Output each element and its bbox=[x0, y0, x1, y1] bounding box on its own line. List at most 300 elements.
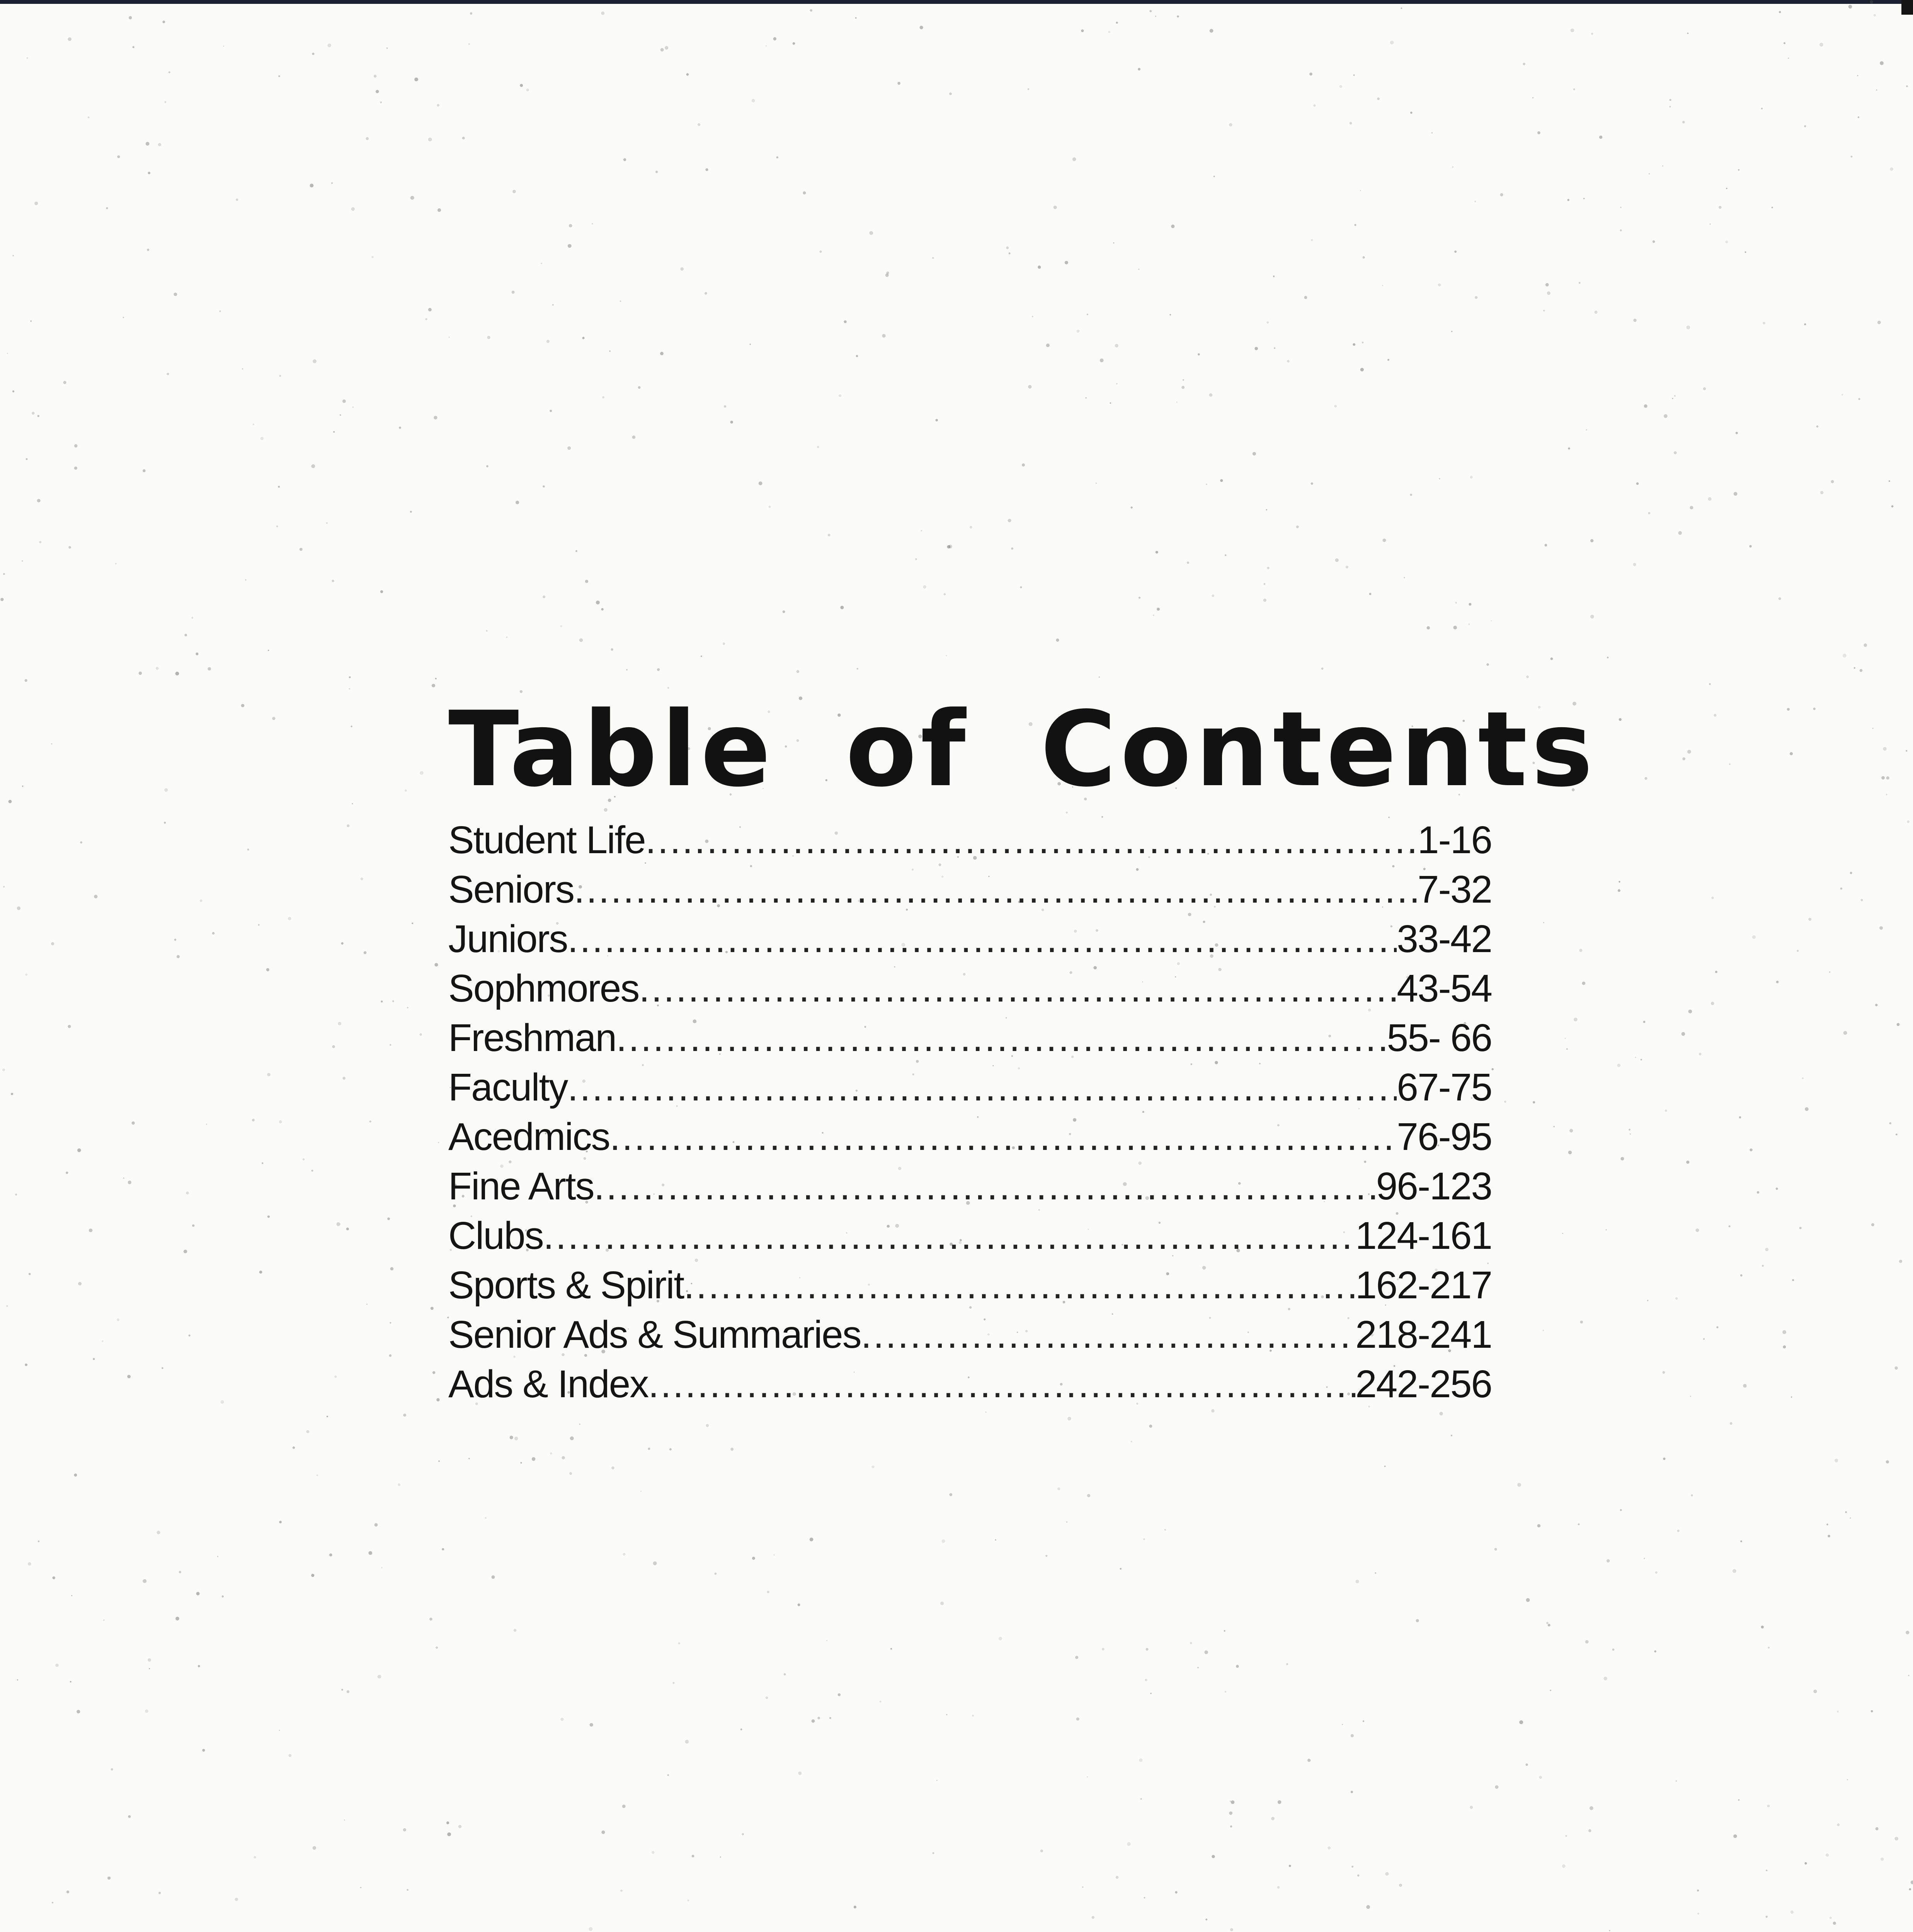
paper-speckle bbox=[685, 1740, 689, 1744]
paper-speckle bbox=[1880, 61, 1884, 65]
paper-speckle bbox=[468, 1458, 470, 1459]
paper-speckle bbox=[1183, 379, 1184, 381]
paper-speckle bbox=[1733, 1569, 1736, 1573]
paper-speckle bbox=[278, 75, 280, 77]
toc-entry bbox=[448, 1013, 1492, 1063]
paper-speckle bbox=[462, 137, 465, 139]
paper-speckle bbox=[1209, 393, 1213, 397]
paper-speckle bbox=[288, 917, 291, 920]
paper-speckle bbox=[1553, 1126, 1555, 1128]
paper-speckle bbox=[724, 405, 726, 408]
paper-speckle bbox=[1545, 544, 1547, 547]
paper-speckle bbox=[665, 46, 668, 49]
paper-speckle bbox=[1850, 872, 1852, 874]
paper-speckle bbox=[1636, 482, 1639, 485]
paper-speckle bbox=[1738, 1799, 1739, 1801]
paper-speckle bbox=[342, 400, 346, 403]
paper-speckle bbox=[1864, 643, 1867, 647]
paper-speckle bbox=[247, 849, 249, 850]
paper-speckle bbox=[326, 522, 327, 524]
paper-speckle bbox=[1792, 1279, 1794, 1281]
paper-speckle bbox=[1081, 29, 1084, 32]
paper-speckle bbox=[766, 1696, 768, 1699]
paper-speckle bbox=[1586, 429, 1588, 431]
paper-speckle bbox=[1682, 121, 1685, 124]
paper-speckle bbox=[1339, 85, 1342, 88]
paper-speckle bbox=[241, 704, 245, 707]
paper-speckle bbox=[1676, 1781, 1677, 1782]
toc-entry-pages: 242-256 bbox=[1355, 1362, 1492, 1406]
paper-speckle bbox=[1745, 252, 1746, 253]
paper-speckle bbox=[1568, 447, 1570, 449]
paper-speckle bbox=[1032, 316, 1033, 317]
paper-speckle bbox=[77, 1148, 81, 1152]
paper-speckle bbox=[1087, 1776, 1088, 1777]
paper-speckle bbox=[93, 1358, 95, 1360]
paper-speckle bbox=[1857, 75, 1858, 76]
paper-speckle bbox=[611, 1466, 614, 1469]
paper-speckle bbox=[25, 679, 27, 682]
paper-speckle bbox=[1006, 247, 1009, 249]
paper-speckle bbox=[252, 1119, 255, 1121]
paper-speckle bbox=[1110, 402, 1111, 403]
paper-speckle bbox=[1886, 1460, 1889, 1463]
paper-speckle bbox=[1804, 323, 1806, 325]
paper-speckle bbox=[1644, 777, 1647, 780]
paper-speckle bbox=[601, 608, 604, 611]
paper-speckle bbox=[177, 955, 180, 958]
paper-speckle bbox=[1808, 918, 1811, 921]
toc-entry-label: Faculty bbox=[448, 1066, 568, 1109]
paper-speckle bbox=[1674, 395, 1675, 396]
paper-speckle bbox=[970, 526, 972, 529]
toc-dot-leader bbox=[609, 1112, 1397, 1162]
paper-speckle bbox=[1469, 603, 1471, 605]
paper-speckle bbox=[752, 99, 755, 102]
paper-speckle bbox=[839, 395, 841, 397]
paper-speckle bbox=[698, 123, 700, 126]
paper-speckle bbox=[1858, 116, 1860, 118]
paper-speckle bbox=[346, 1228, 349, 1230]
paper-speckle bbox=[1697, 1913, 1699, 1915]
paper-speckle bbox=[552, 304, 554, 306]
paper-speckle bbox=[1211, 1409, 1215, 1413]
paper-speckle bbox=[371, 256, 374, 259]
paper-speckle bbox=[200, 900, 203, 902]
paper-speckle bbox=[1040, 1849, 1043, 1852]
paper-speckle bbox=[351, 726, 352, 727]
paper-speckle bbox=[1351, 1734, 1354, 1737]
paper-speckle bbox=[1766, 1916, 1768, 1918]
paper-speckle bbox=[1500, 193, 1503, 196]
paper-speckle bbox=[162, 20, 165, 23]
paper-speckle bbox=[705, 292, 707, 295]
paper-speckle bbox=[667, 1774, 669, 1776]
paper-speckle bbox=[1263, 583, 1265, 585]
paper-speckle bbox=[1236, 1665, 1239, 1668]
paper-speckle bbox=[948, 545, 952, 549]
paper-speckle bbox=[730, 1448, 734, 1451]
paper-speckle bbox=[1655, 1571, 1658, 1574]
paper-speckle bbox=[678, 1642, 680, 1644]
paper-speckle bbox=[1830, 1917, 1832, 1919]
paper-speckle bbox=[920, 26, 923, 29]
paper-speckle bbox=[589, 1927, 593, 1931]
paper-speckle bbox=[254, 1856, 256, 1858]
paper-speckle bbox=[1311, 482, 1313, 485]
paper-speckle bbox=[1360, 368, 1364, 371]
paper-speckle bbox=[1677, 1530, 1679, 1532]
paper-speckle bbox=[546, 340, 550, 343]
paper-speckle bbox=[1108, 31, 1110, 33]
paper-speckle bbox=[783, 611, 785, 613]
paper-speckle bbox=[374, 75, 377, 78]
paper-speckle bbox=[1763, 322, 1765, 325]
paper-speckle bbox=[192, 617, 194, 619]
paper-speckle bbox=[1175, 1891, 1177, 1893]
paper-speckle bbox=[148, 172, 151, 174]
paper-speckle bbox=[933, 1852, 934, 1854]
paper-speckle bbox=[854, 1906, 856, 1908]
paper-speckle bbox=[632, 435, 636, 439]
paper-speckle bbox=[857, 668, 858, 670]
paper-speckle bbox=[310, 184, 314, 187]
paper-speckle bbox=[1229, 123, 1232, 127]
paper-speckle bbox=[1590, 615, 1594, 619]
paper-speckle bbox=[1843, 1031, 1847, 1035]
paper-speckle bbox=[485, 1517, 487, 1519]
paper-speckle bbox=[360, 1887, 361, 1888]
paper-speckle bbox=[1854, 667, 1855, 669]
paper-speckle bbox=[1038, 265, 1041, 269]
paper-speckle bbox=[340, 414, 341, 416]
paper-speckle bbox=[1738, 169, 1739, 171]
paper-speckle bbox=[117, 155, 120, 158]
paper-speckle bbox=[940, 1602, 944, 1605]
paper-speckle bbox=[569, 1472, 572, 1475]
paper-speckle bbox=[602, 396, 604, 398]
paper-speckle bbox=[798, 1772, 802, 1775]
paper-speckle bbox=[1286, 1663, 1288, 1665]
paper-speckle bbox=[132, 1121, 135, 1124]
paper-speckle bbox=[882, 334, 885, 337]
paper-speckle bbox=[1607, 656, 1609, 658]
paper-speckle bbox=[164, 822, 166, 824]
paper-speckle bbox=[1826, 1524, 1828, 1526]
paper-speckle bbox=[174, 939, 176, 940]
paper-speckle bbox=[1890, 167, 1893, 171]
toc-dot-leader bbox=[684, 1260, 1355, 1310]
paper-speckle bbox=[1840, 888, 1843, 890]
paper-speckle bbox=[1875, 1004, 1877, 1006]
toc-dot-leader bbox=[648, 1359, 1355, 1409]
paper-speckle bbox=[486, 630, 488, 631]
paper-speckle bbox=[167, 373, 169, 375]
paper-speckle bbox=[1725, 241, 1728, 243]
paper-speckle bbox=[369, 1121, 371, 1122]
paper-speckle bbox=[949, 1493, 952, 1496]
paper-speckle bbox=[1726, 188, 1727, 189]
paper-speckle bbox=[715, 1573, 717, 1575]
paper-speckle bbox=[128, 1180, 131, 1184]
paper-speckle bbox=[1591, 33, 1593, 35]
paper-speckle bbox=[1470, 1806, 1473, 1809]
paper-speckle bbox=[52, 1902, 53, 1903]
paper-speckle bbox=[1743, 1384, 1746, 1388]
paper-speckle bbox=[30, 320, 32, 322]
paper-speckle bbox=[1881, 1857, 1884, 1861]
paper-speckle bbox=[9, 800, 12, 803]
paper-speckle bbox=[1813, 707, 1816, 710]
paper-speckle bbox=[1230, 1801, 1231, 1802]
paper-speckle bbox=[521, 1462, 522, 1464]
paper-speckle bbox=[1131, 507, 1133, 509]
paper-speckle bbox=[1274, 347, 1275, 349]
paper-speckle bbox=[410, 196, 414, 200]
paper-speckle bbox=[68, 1025, 71, 1028]
paper-speckle bbox=[420, 771, 424, 775]
paper-speckle bbox=[380, 101, 382, 103]
paper-speckle bbox=[1077, 330, 1080, 333]
paper-speckle bbox=[149, 1668, 150, 1669]
paper-speckle bbox=[1762, 1265, 1764, 1267]
toc-entry bbox=[448, 1359, 1492, 1409]
paper-speckle bbox=[34, 202, 38, 205]
paper-speckle bbox=[11, 1093, 13, 1095]
paper-speckle bbox=[1360, 190, 1361, 191]
paper-speckle bbox=[399, 427, 401, 429]
paper-speckle bbox=[1579, 282, 1581, 284]
paper-speckle bbox=[512, 190, 516, 193]
paper-speckle bbox=[117, 1318, 119, 1321]
paper-speckle bbox=[458, 1825, 462, 1828]
paper-speckle bbox=[1644, 1558, 1645, 1559]
paper-speckle bbox=[1750, 1148, 1752, 1151]
paper-speckle bbox=[648, 1447, 650, 1450]
paper-speckle bbox=[37, 499, 41, 502]
paper-speckle bbox=[1860, 669, 1863, 672]
paper-speckle bbox=[667, 687, 669, 689]
paper-speckle bbox=[1145, 1679, 1147, 1681]
paper-speckle bbox=[222, 1595, 224, 1597]
paper-speckle bbox=[328, 44, 332, 48]
paper-speckle bbox=[447, 1832, 451, 1836]
paper-speckle bbox=[1578, 1523, 1580, 1525]
paper-speckle bbox=[332, 580, 334, 582]
paper-speckle bbox=[1653, 240, 1655, 243]
paper-speckle bbox=[376, 90, 379, 94]
paper-speckle bbox=[1263, 599, 1266, 602]
paper-speckle bbox=[1891, 505, 1894, 508]
toc-entry-pages: 33-42 bbox=[1397, 917, 1492, 961]
paper-speckle bbox=[543, 595, 545, 598]
paper-speckle bbox=[1562, 1233, 1563, 1234]
paper-speckle bbox=[1225, 1691, 1226, 1692]
paper-speckle bbox=[585, 580, 588, 583]
paper-speckle bbox=[562, 1456, 565, 1459]
paper-speckle bbox=[1086, 397, 1087, 398]
paper-speckle bbox=[1703, 387, 1706, 390]
paper-speckle bbox=[1886, 776, 1889, 779]
paper-speckle bbox=[1313, 104, 1316, 107]
paper-speckle bbox=[1797, 950, 1799, 952]
paper-speckle bbox=[77, 1710, 80, 1713]
paper-speckle bbox=[1362, 342, 1364, 344]
paper-speckle bbox=[550, 1452, 552, 1455]
paper-speckle bbox=[1067, 1417, 1071, 1421]
paper-speckle bbox=[1635, 1057, 1636, 1058]
paper-speckle bbox=[1599, 136, 1602, 139]
paper-speckle bbox=[1886, 794, 1887, 795]
paper-speckle bbox=[279, 1730, 280, 1731]
paper-speckle bbox=[196, 1592, 200, 1595]
paper-speckle bbox=[1486, 663, 1489, 666]
paper-speckle bbox=[1826, 1854, 1829, 1857]
paper-speckle bbox=[1384, 1466, 1386, 1467]
paper-speckle bbox=[720, 1856, 721, 1857]
paper-speckle bbox=[1439, 478, 1440, 480]
paper-speckle bbox=[1687, 750, 1691, 754]
paper-speckle bbox=[1351, 1791, 1353, 1793]
paper-speckle bbox=[1092, 1916, 1094, 1919]
paper-speckle bbox=[1205, 1918, 1207, 1920]
toc-entry-pages: 124-161 bbox=[1355, 1214, 1492, 1257]
paper-speckle bbox=[1674, 451, 1677, 454]
paper-speckle bbox=[1564, 1038, 1566, 1039]
paper-speckle bbox=[398, 1483, 400, 1486]
paper-speckle bbox=[374, 1523, 378, 1527]
paper-speckle bbox=[1757, 1191, 1759, 1194]
paper-speckle bbox=[1730, 1422, 1733, 1425]
paper-speckle bbox=[672, 1682, 674, 1684]
paper-speckle bbox=[1278, 1800, 1282, 1804]
paper-speckle bbox=[1765, 1248, 1768, 1251]
paper-speckle bbox=[7, 353, 8, 354]
paper-speckle bbox=[317, 1475, 318, 1476]
paper-speckle bbox=[570, 1437, 574, 1440]
paper-speckle bbox=[407, 1007, 408, 1009]
paper-speckle bbox=[1802, 1077, 1804, 1079]
paper-speckle bbox=[1617, 1064, 1620, 1067]
paper-speckle bbox=[1876, 1827, 1879, 1830]
paper-speckle bbox=[1663, 1371, 1665, 1374]
paper-speckle bbox=[1539, 1776, 1542, 1779]
toc-entry-label: Freshman bbox=[448, 1016, 616, 1060]
paper-speckle bbox=[1708, 497, 1711, 501]
paper-speckle bbox=[202, 1749, 205, 1752]
paper-speckle bbox=[1772, 207, 1773, 208]
paper-speckle bbox=[855, 17, 857, 19]
paper-speckle bbox=[1776, 1187, 1778, 1190]
paper-speckle bbox=[168, 71, 170, 73]
paper-speckle bbox=[1494, 1548, 1497, 1551]
paper-speckle bbox=[611, 648, 613, 651]
paper-speckle bbox=[436, 1398, 439, 1401]
paper-speckle bbox=[1127, 1842, 1131, 1846]
paper-speckle bbox=[1906, 85, 1908, 87]
paper-speckle bbox=[1733, 1834, 1737, 1838]
paper-speckle bbox=[6, 1305, 8, 1307]
paper-speckle bbox=[944, 593, 946, 595]
paper-speckle bbox=[1709, 223, 1711, 225]
paper-speckle bbox=[148, 1658, 151, 1662]
toc-entry-pages: 1-16 bbox=[1417, 818, 1492, 862]
paper-speckle bbox=[1375, 1572, 1376, 1574]
paper-speckle bbox=[560, 625, 562, 627]
paper-speckle bbox=[349, 676, 351, 678]
paper-speckle bbox=[437, 104, 439, 107]
paper-speckle bbox=[51, 942, 54, 945]
paper-speckle bbox=[1451, 1435, 1452, 1436]
paper-speckle bbox=[1287, 360, 1290, 363]
paper-speckle bbox=[1342, 1724, 1343, 1725]
paper-speckle bbox=[856, 355, 858, 357]
paper-speckle bbox=[1143, 1538, 1145, 1540]
paper-speckle bbox=[510, 1436, 513, 1439]
paper-speckle bbox=[0, 598, 3, 601]
paper-speckle bbox=[184, 634, 187, 636]
paper-speckle bbox=[1571, 29, 1574, 32]
paper-speckle bbox=[12, 390, 14, 392]
paper-speckle bbox=[1829, 971, 1830, 973]
paper-speckle bbox=[1504, 1100, 1506, 1103]
paper-speckle bbox=[1149, 10, 1152, 12]
paper-speckle bbox=[334, 1376, 337, 1378]
paper-speckle bbox=[53, 1577, 55, 1579]
paper-speckle bbox=[1618, 889, 1620, 892]
paper-speckle bbox=[390, 1044, 391, 1046]
paper-speckle bbox=[429, 1617, 432, 1621]
paper-speckle bbox=[1729, 1225, 1731, 1227]
paper-speckle bbox=[1138, 269, 1140, 270]
paper-speckle bbox=[364, 951, 367, 954]
paper-speckle bbox=[759, 481, 762, 485]
paper-speckle bbox=[267, 1216, 270, 1218]
toc-dot-leader bbox=[639, 964, 1397, 1013]
paper-speckle bbox=[1011, 548, 1013, 550]
paper-speckle bbox=[1028, 88, 1030, 90]
paper-speckle bbox=[29, 1273, 31, 1275]
paper-speckle bbox=[1204, 1650, 1208, 1654]
paper-speckle bbox=[774, 1554, 775, 1556]
paper-speckle bbox=[1779, 597, 1781, 600]
paper-speckle bbox=[78, 1282, 82, 1286]
paper-speckle bbox=[435, 678, 437, 679]
paper-speckle bbox=[890, 1648, 892, 1650]
paper-speckle bbox=[812, 1719, 815, 1723]
paper-speckle bbox=[1383, 539, 1386, 542]
paper-speckle bbox=[623, 1553, 625, 1556]
paper-speckle bbox=[1580, 1321, 1583, 1324]
paper-speckle bbox=[1562, 1864, 1566, 1868]
toc-entry-label: Clubs bbox=[448, 1214, 543, 1257]
paper-speckle bbox=[221, 1400, 224, 1404]
paper-speckle bbox=[212, 932, 215, 935]
paper-speckle bbox=[579, 638, 583, 642]
paper-speckle bbox=[1813, 1690, 1817, 1693]
paper-speckle bbox=[1675, 1297, 1678, 1299]
paper-speckle bbox=[506, 636, 507, 638]
paper-speckle bbox=[196, 653, 198, 655]
paper-speckle bbox=[1690, 506, 1693, 509]
toc-dot-leader bbox=[543, 1211, 1355, 1260]
paper-speckle bbox=[1266, 509, 1267, 511]
paper-speckle bbox=[1334, 405, 1337, 408]
toc-dot-leader bbox=[567, 914, 1397, 964]
paper-speckle bbox=[1690, 1396, 1691, 1397]
paper-speckle bbox=[1820, 491, 1824, 495]
paper-speckle bbox=[390, 1267, 394, 1270]
